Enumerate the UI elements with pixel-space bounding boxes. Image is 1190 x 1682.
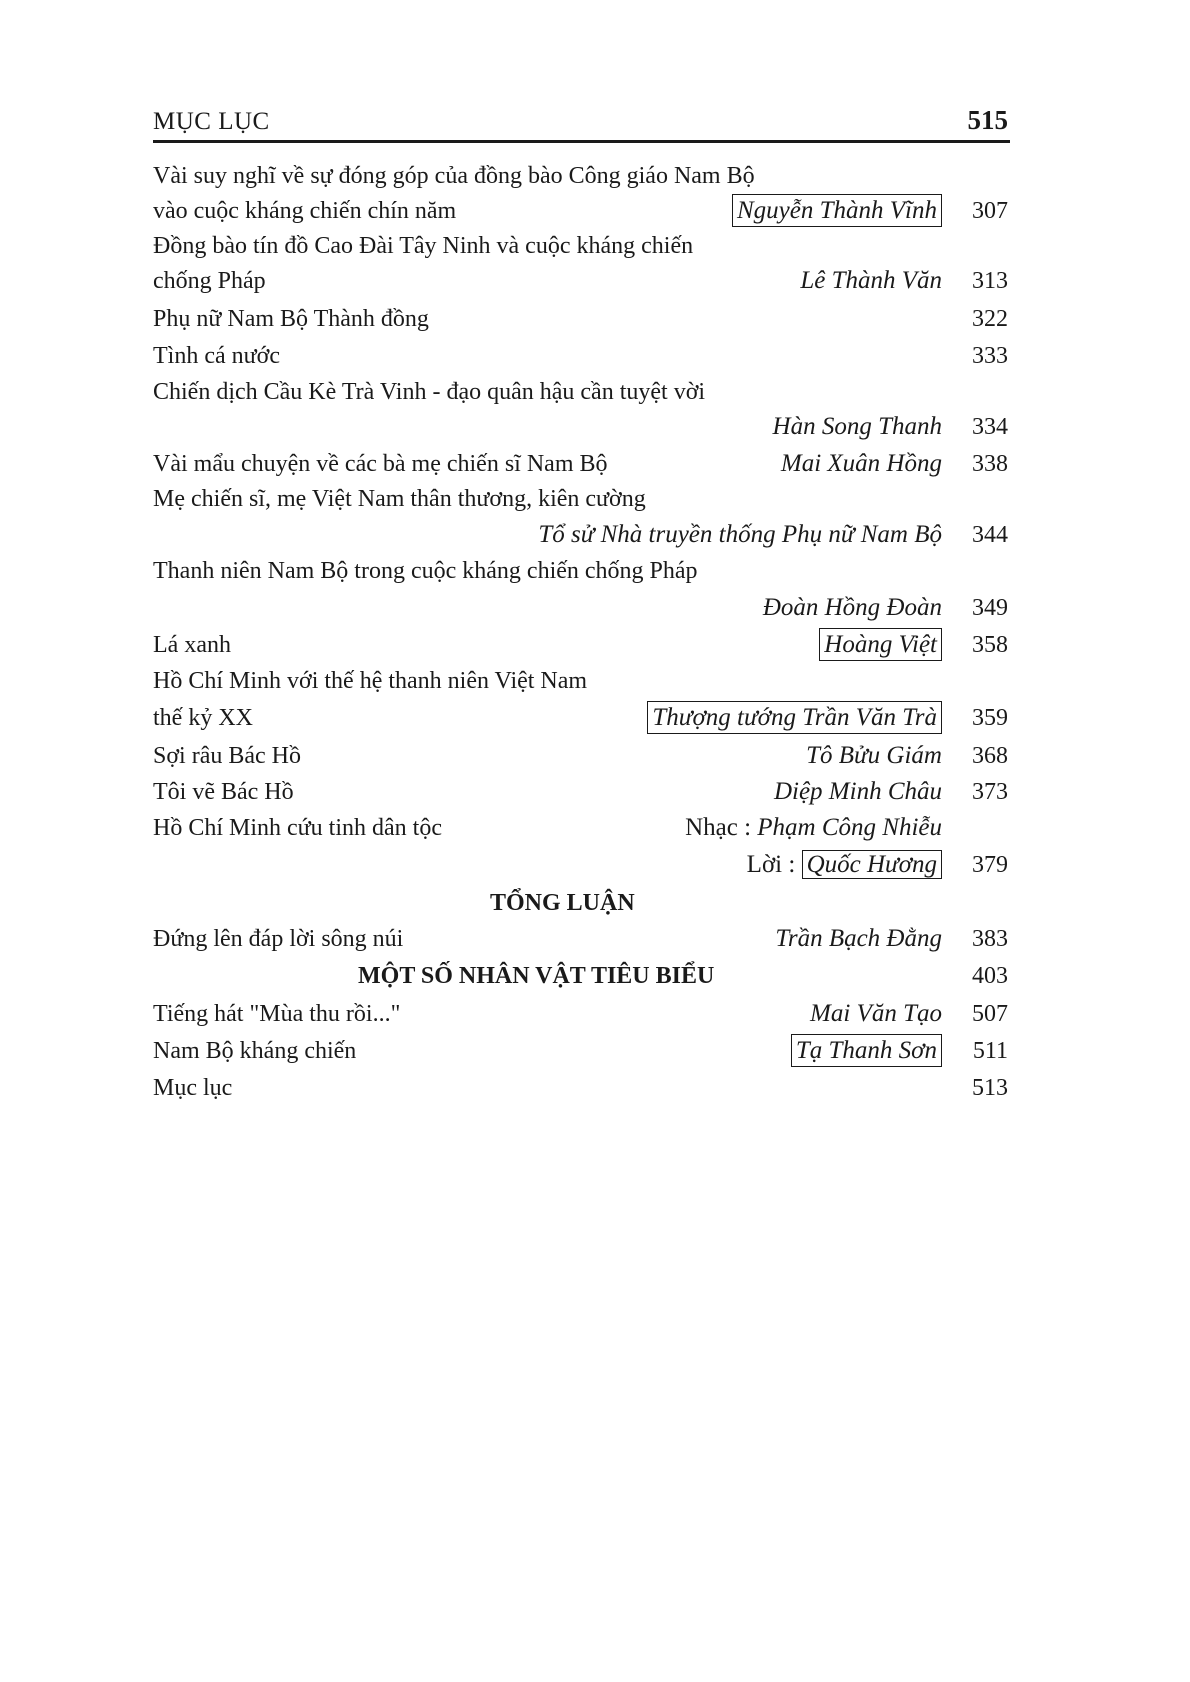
entry-page: 349 — [972, 595, 1008, 621]
entry-author: Thượng tướng Trần Văn Trà — [647, 701, 942, 734]
entry-author: Nguyễn Thành Vĩnh — [732, 194, 942, 227]
entry-title: Đồng bào tín đồ Cao Đài Tây Ninh và cuộc kháng chiến — [153, 233, 694, 259]
toc-entry — [153, 590, 1008, 626]
page-header — [153, 100, 1010, 143]
toc-entry — [153, 847, 1008, 883]
entry-page: 368 — [972, 743, 1008, 769]
author-name: Quốc Hương — [802, 850, 942, 879]
section-heading-row — [153, 958, 1008, 994]
entry-title: Mục lục — [153, 1075, 233, 1101]
entry-title: Mẹ chiến sĩ, mẹ Việt Nam thân thương, kiên cường — [153, 486, 646, 512]
toc-entry — [153, 738, 1008, 774]
entry-author: Tổ sử Nhà truyền thống Phụ nữ Nam Bộ — [538, 521, 942, 548]
entry-author: Tô Bửu Giám — [806, 742, 942, 769]
entry-page: 511 — [972, 1038, 1008, 1064]
toc-entry — [153, 193, 1008, 229]
entry-page: 403 — [972, 963, 1008, 989]
entry-page: 334 — [972, 414, 1008, 440]
entry-title: vào cuộc kháng chiến chín năm — [153, 198, 457, 224]
entry-author — [685, 810, 942, 846]
entry-page: 338 — [972, 451, 1008, 477]
toc-entry — [153, 663, 1008, 699]
toc-entry — [153, 446, 1008, 482]
entry-author — [747, 847, 942, 883]
toc-entry — [153, 301, 1008, 337]
entry-title: Tình cá nước — [153, 343, 280, 369]
entry-title: Tôi vẽ Bác Hồ — [153, 779, 294, 805]
entry-page: 358 — [972, 632, 1008, 658]
entry-author: Mai Xuân Hồng — [780, 450, 942, 477]
entry-page: 359 — [972, 705, 1008, 731]
entry-title: Vài mẩu chuyện về các bà mẹ chiến sĩ Nam Bộ — [153, 451, 608, 477]
toc-entry — [153, 1033, 1008, 1069]
entry-page: 379 — [972, 852, 1008, 878]
entry-author: Đoàn Hồng Đoàn — [762, 594, 942, 621]
toc-entry — [153, 409, 1008, 445]
running-title: MỤC LỤC — [153, 108, 270, 135]
section-heading: TỔNG LUẬN — [490, 890, 635, 916]
entry-author: Hàn Song Thanh — [772, 413, 942, 440]
entry-page: 322 — [972, 306, 1008, 332]
toc-entry — [153, 996, 1008, 1032]
entry-title: Chiến dịch Cầu Kè Trà Vinh - đạo quân hậu cần tuyệt vời — [153, 379, 706, 405]
toc-entry — [153, 774, 1008, 810]
entry-page: 333 — [972, 343, 1008, 369]
toc-entry — [153, 263, 1008, 299]
toc-entry — [153, 517, 1008, 553]
entry-title: Phụ nữ Nam Bộ Thành đồng — [153, 306, 429, 332]
toc-entry — [153, 338, 1008, 374]
entry-title: Đứng lên đáp lời sông núi — [153, 926, 404, 952]
entry-author: Lê Thành Văn — [800, 267, 942, 294]
author-name: Phạm Công Nhiễu — [757, 814, 942, 841]
entry-page: 313 — [972, 268, 1008, 294]
entry-author: Tạ Thanh Sơn — [791, 1034, 942, 1067]
author-role: Nhạc : — [685, 814, 758, 841]
toc-entry — [153, 700, 1008, 736]
toc-entry — [153, 228, 1008, 264]
entry-title: Vài suy nghĩ về sự đóng góp của đồng bào Công giáo Nam Bộ — [153, 163, 755, 189]
toc-entry — [153, 481, 1008, 517]
entry-title: chống Pháp — [153, 268, 266, 294]
entry-author: Mai Văn Tạo — [810, 1000, 942, 1027]
entry-page: 344 — [972, 522, 1008, 548]
entry-title: Sợi râu Bác Hồ — [153, 743, 301, 769]
entry-author: Trần Bạch Đằng — [775, 925, 942, 952]
entry-page: 373 — [972, 779, 1008, 805]
toc-entry — [153, 553, 1008, 589]
entry-author: Diệp Minh Châu — [773, 778, 942, 805]
page-number: 515 — [967, 105, 1008, 135]
entry-page: 307 — [972, 198, 1008, 224]
toc-entry — [153, 1070, 1008, 1106]
toc-entry — [153, 627, 1008, 663]
toc-entry — [153, 158, 1008, 194]
entry-author: Hoàng Việt — [819, 628, 942, 661]
entry-title: Hồ Chí Minh cứu tinh dân tộc — [153, 815, 442, 841]
toc-entry — [153, 921, 1008, 957]
entry-title: Thanh niên Nam Bộ trong cuộc kháng chiến chống Pháp — [153, 558, 698, 584]
entry-page: 513 — [972, 1075, 1008, 1101]
entry-title: thế kỷ XX — [153, 705, 253, 731]
entry-page: 507 — [972, 1001, 1008, 1027]
entry-title: Lá xanh — [153, 632, 231, 658]
entry-page: 383 — [972, 926, 1008, 952]
author-role: Lời : — [746, 851, 802, 878]
toc-entry — [153, 810, 1008, 846]
section-heading: MỘT SỐ NHÂN VẬT TIÊU BIỂU — [358, 963, 715, 989]
entry-title: Nam Bộ kháng chiến — [153, 1038, 357, 1064]
entry-title: Hồ Chí Minh với thế hệ thanh niên Việt Nam — [153, 668, 588, 694]
entry-title: Tiếng hát "Mùa thu rồi..." — [153, 1001, 401, 1027]
toc-entry — [153, 374, 1008, 410]
